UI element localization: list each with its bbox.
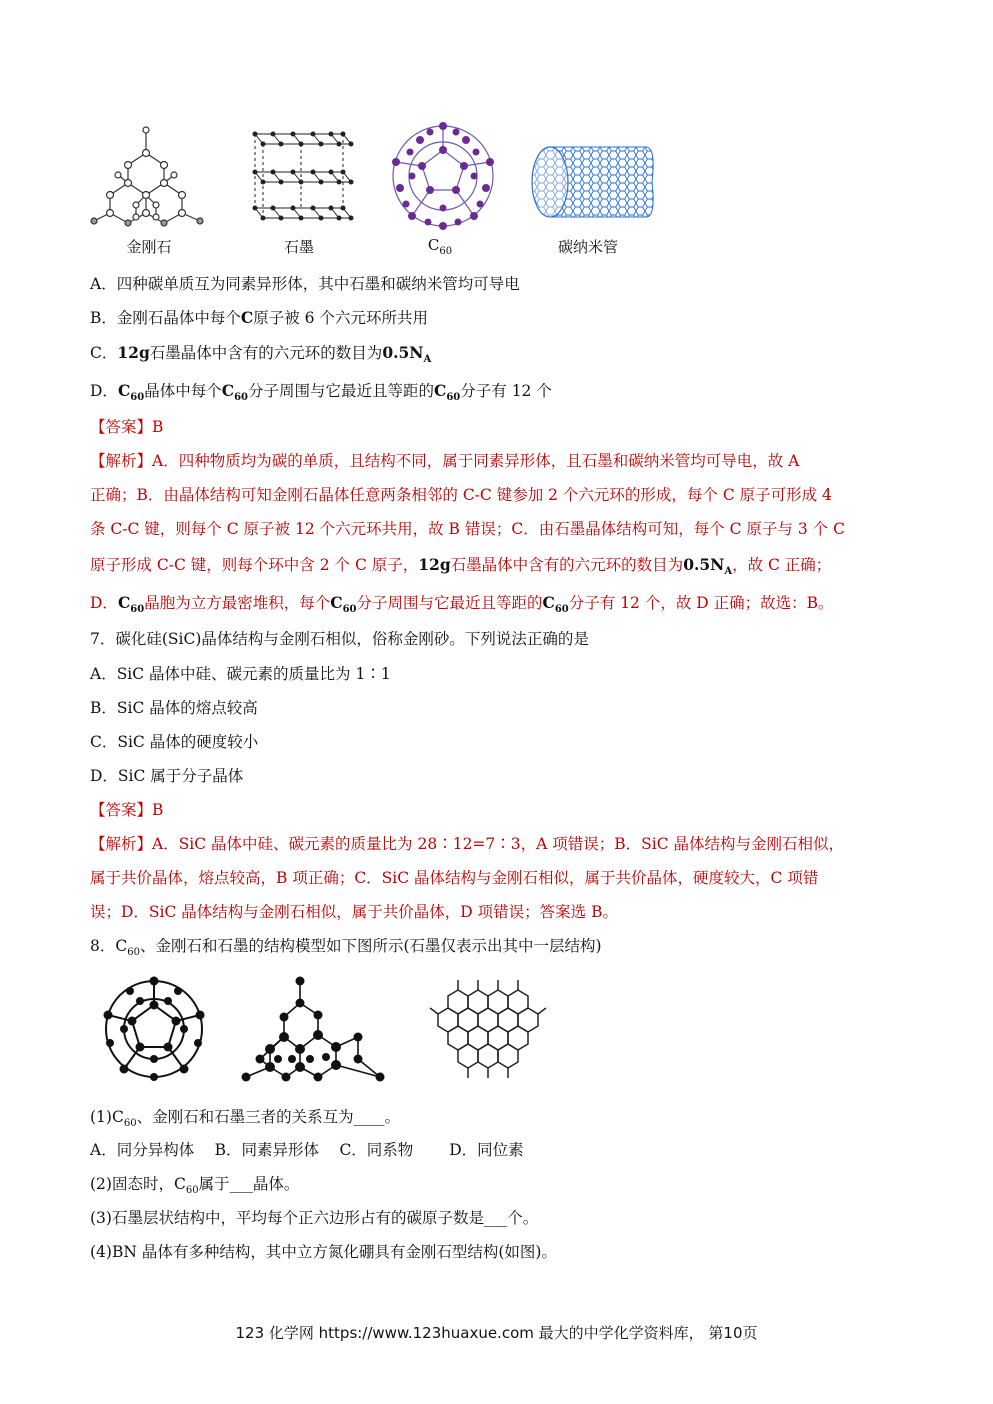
q7-option-a: A．SiC 晶体中硅、碳元素的质量比为 1∶1 xyxy=(90,665,391,683)
nanotube-caption: 碳纳米管 xyxy=(557,238,618,256)
q7-stem: 7．碳化硅(SiC)晶体结构与金刚石相似，俗称金刚砂。下列说法正确的是 xyxy=(90,630,589,648)
graphite-structure-image xyxy=(243,122,355,228)
q8-part1-options: A．同分异构体 B．同素异形体 C．同系物 D．同位素 xyxy=(90,1141,524,1159)
q7-answer: 【答案】B xyxy=(90,801,164,819)
q7-option-b: B．SiC 晶体的熔点较高 xyxy=(90,699,258,717)
q6-explanation-line2: 正确；B．由晶体结构可知金刚石晶体任意两条相邻的 C-C 键参加 2 个六元环的形成，每个 C 原子可形成 4 xyxy=(90,486,832,504)
q7-explanation-line3: 误；D．SiC 晶体结构与金刚石相似，属于共价晶体，D 项错误；答案选 B。 xyxy=(90,903,618,921)
q6-explanation-line3: 条 C-C 键，则每个 C 原子被 12 个六元环共用，故 B 错误；C．由石墨晶体结构可知，每个 C 原子与 3 个 C xyxy=(90,520,845,538)
graphite-caption: 石墨 xyxy=(283,238,314,256)
q6-explanation-line1: 【解析】A．四种物质均为碳的单质，且结构不同，属于同素异形体，且石墨和碳纳米管均可导电，故 A xyxy=(90,452,800,470)
q8-part4: (4)BN 晶体有多种结构，其中立方氮化硼具有金刚石型结构(如图)。 xyxy=(90,1243,557,1261)
diamond-structure-image xyxy=(88,125,208,230)
q8-stem: 8．$C_{60}$、金刚石和石墨的结构模型如下图所示(石墨仅表示出其中一层结构) xyxy=(90,937,602,959)
q6-option-d: D．$C_{60}$晶体中每个$C_{60}$分子周围与它最近且等距的$C_{60}$分子有 12 个 xyxy=(90,381,552,404)
q6-option-c: C．12g石墨晶体中含有的六元环的数目为$0.5N_A$ xyxy=(90,343,432,366)
q8-part3: (3)石墨层状结构中，平均每个正六边形占有的碳原子数是___个。 xyxy=(90,1209,539,1227)
carbon-nanotube-image xyxy=(528,143,656,221)
q7-explanation-line1: 【解析】A．SiC 晶体中硅、碳元素的质量比为 28∶12=7∶3，A 项错误；B．SiC 晶体结构与金刚石相似， xyxy=(90,835,845,853)
c60-structure-image xyxy=(386,122,500,230)
page-footer: 123 化学网 https://www.123huaxue.com 最大的中学化学资料库， 第10页 xyxy=(235,1324,758,1342)
q6-explanation-line4: 原子形成 C-C 键，则每个环中含 2 个 C 原子，12g石墨晶体中含有的六元环的数目为$0.5N_A$，故 C 正确； xyxy=(90,555,832,578)
c60-ball-model-image xyxy=(98,975,210,1083)
q7-option-d: D．SiC 属于分子晶体 xyxy=(90,767,244,785)
diamond-caption: 金刚石 xyxy=(126,238,172,256)
q7-explanation-line2: 属于共价晶体，熔点较高，B 项正确；C．SiC 晶体结构与金刚石相似，属于共价晶体，硬度较大，C 项错 xyxy=(90,869,819,887)
q6-option-a: A．四种碳单质互为同素异形体，其中石墨和碳纳米管均可导电 xyxy=(90,275,520,293)
q6-explanation-line5: D．$C_{60}$晶胞为立方最密堆积，每个$C_{60}$分子周围与它最近且等距的$C_{60}$分子有 12 个，故 D 正确；故选：B。 xyxy=(90,593,834,616)
graphite-layer-model-image xyxy=(424,968,552,1086)
q8-part1: $(1)C_{60}$、金刚石和石墨三者的关系互为____。 xyxy=(90,1108,401,1130)
diamond-ball-model-image xyxy=(240,975,390,1085)
q6-option-b: B．金刚石晶体中每个C原子被 6 个六元环所共用 xyxy=(90,308,428,327)
q7-option-c: C．SiC 晶体的硬度较小 xyxy=(90,733,259,751)
q8-part2: (2)固态时，$C_{60}$属于___晶体。 xyxy=(90,1175,300,1197)
q6-answer: 【答案】B xyxy=(90,418,164,436)
c60-caption: $C_{60}$ xyxy=(427,236,453,257)
